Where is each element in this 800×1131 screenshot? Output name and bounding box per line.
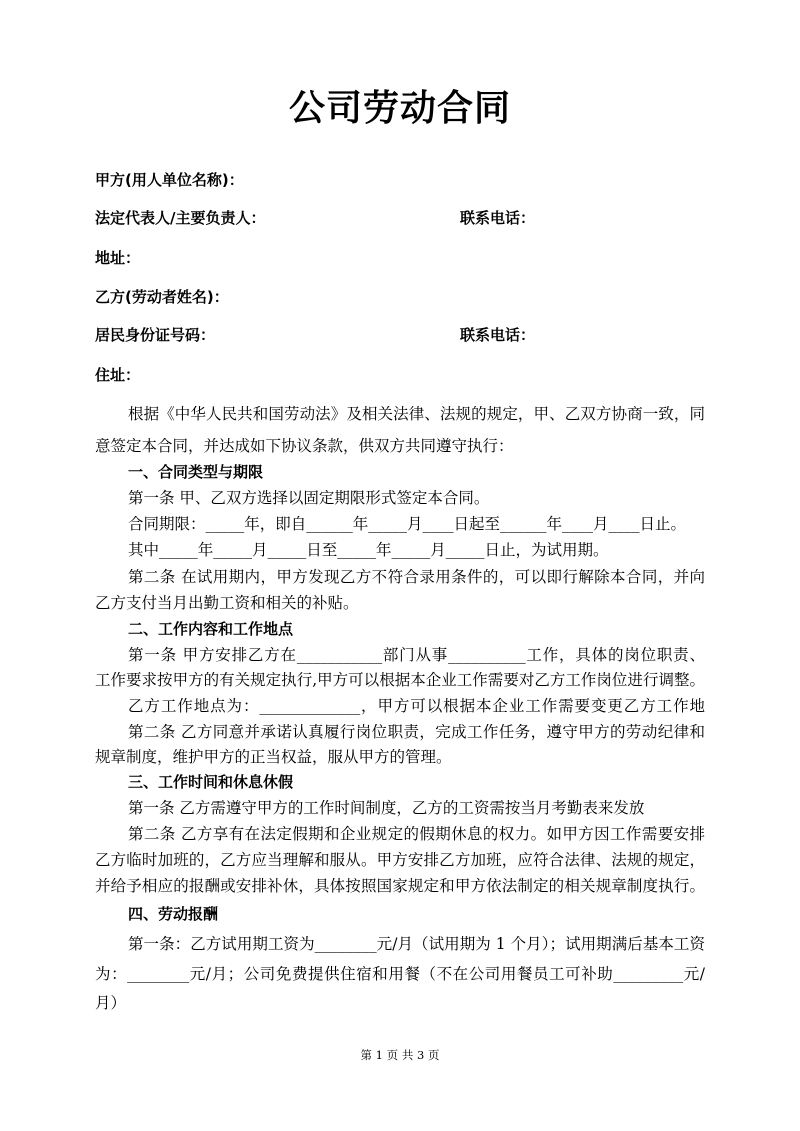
clause-line: 第一条：乙方试用期工资为________元/月（试用期为 1 个月）；试用期满后基本工资 <box>128 935 705 953</box>
document-title: 公司劳动合同 <box>288 88 511 129</box>
clause-line: 第二条 乙方享有在法定假期和企业规定的假期休息的权力。如甲方因工作需要安排 <box>128 825 705 843</box>
clause-line: 为：________元/月；公司免费提供住宿和用餐（不在公司用餐员工可补助_________元/ <box>95 965 705 983</box>
section-heading: 二、工作内容和工作地点 <box>128 620 294 638</box>
party-a-field: 甲方(用人单位名称)： <box>95 171 244 189</box>
section-heading: 三、工作时间和休息休假 <box>128 773 294 791</box>
clause-line: 第二条 乙方同意并承诺认真履行岗位职责，完成工作任务，遵守甲方的劳动纪律和 <box>128 723 705 741</box>
clause-line: 乙方支付当月出勤工资和相关的补贴。 <box>95 594 359 612</box>
clause-line: 月） <box>95 994 127 1012</box>
party-a-phone-field: 联系电话： <box>460 209 536 227</box>
clause-line: 并给予相应的报酬或安排补休，具体按照国家规定和甲方依法制定的相关规章制度执行。 <box>95 877 705 895</box>
clause-line: 合同期限：_____年，即自______年_____月____日起至______年____月____日止。 <box>128 515 687 533</box>
party-b-address-field: 住址： <box>95 366 141 384</box>
intro-line: 意签定本合同，并达成如下协议条款，供双方共同遵守执行： <box>95 437 514 455</box>
page-number: 第 1 页 共 3 页 <box>360 1048 440 1062</box>
section-heading: 一、合同类型与期限 <box>128 463 264 481</box>
clause-line: 工作要求按甲方的有关规定执行,甲方可以根据本企业工作需要对乙方工作岗位进行调整。 <box>95 671 705 689</box>
clause-line: 第一条 甲、乙双方选择以固定期限形式签定本合同。 <box>128 489 490 507</box>
party-a-address-field: 地址： <box>95 249 141 267</box>
clause-line: 乙方临时加班的，乙方应当理解和服从。甲方安排乙方加班，应符合法律、法规的规定， <box>95 851 705 869</box>
clause-line: 乙方工作地点为：_____________，甲方可以根据本企业工作需要变更乙方工作地 <box>128 697 705 715</box>
intro-line: 根据《中华人民共和国劳动法》及相关法律、法规的规定，甲、乙双方协商一致，同 <box>128 405 705 423</box>
legal-rep-field: 法定代表人/主要负责人： <box>95 209 266 227</box>
party-b-phone-field: 联系电话： <box>460 326 536 344</box>
clause-line: 第二条 在试用期内，甲方发现乙方不符合录用条件的，可以即行解除本合同，并向 <box>128 568 705 586</box>
section-heading: 四、劳动报酬 <box>128 905 219 923</box>
clause-line: 其中_____年_____月_____日至_____年_____月_____日止，为试用期。 <box>128 541 609 559</box>
clause-line: 规章制度，维护甲方的正当权益，服从甲方的管理。 <box>95 748 452 766</box>
clause-line: 第一条 乙方需遵守甲方的工作时间制度，乙方的工资需按当月考勤表来发放 <box>128 799 645 817</box>
id-number-field: 居民身份证号码： <box>95 326 216 344</box>
clause-line: 第一条 甲方安排乙方在___________部门从事__________工作，具体的岗位职责、 <box>128 646 705 664</box>
party-b-field: 乙方(劳动者姓名)： <box>95 288 229 306</box>
